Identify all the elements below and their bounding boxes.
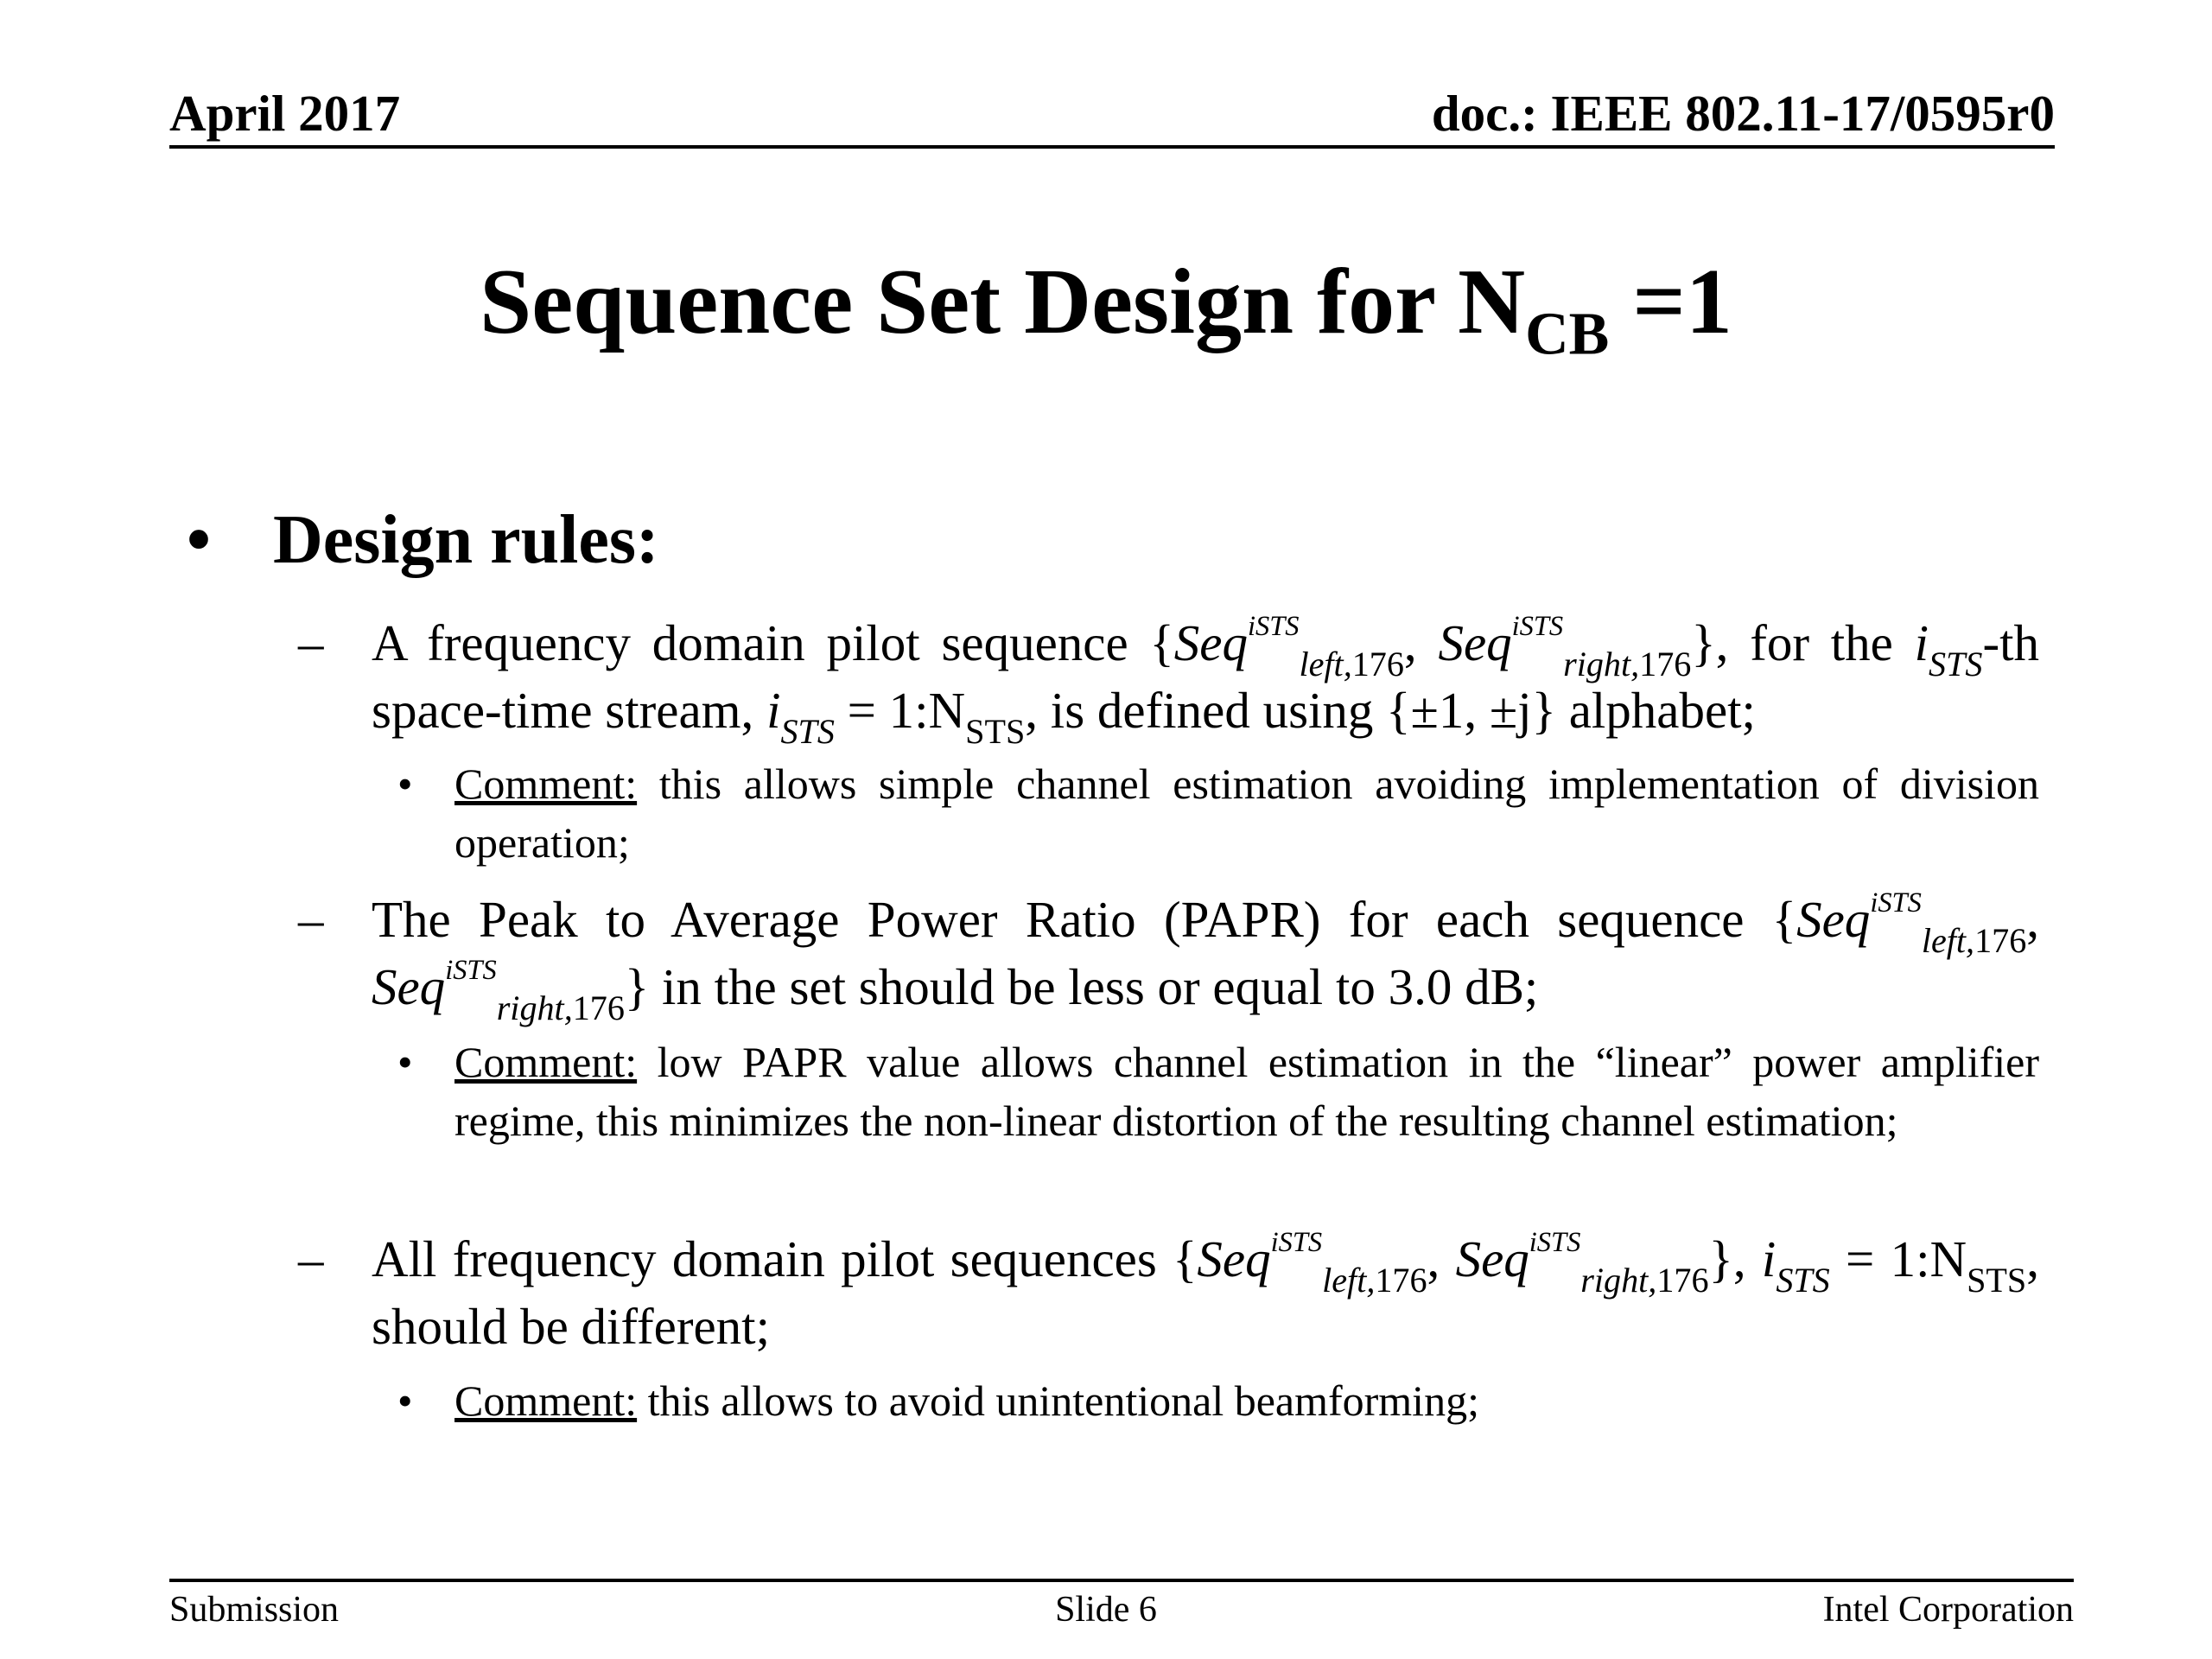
rule3-text-b: }, (1708, 1230, 1762, 1287)
dash-symbol: – (298, 614, 324, 671)
seq-right-subscript: right, (496, 988, 573, 1028)
seq-superscript: iSTS (1529, 1226, 1581, 1258)
bullet-heading: Design rules: (273, 502, 659, 578)
seq-separator: , (1403, 614, 1439, 671)
footer-slide-number: Slide 6 (1055, 1590, 1157, 1630)
comment-text-1 (454, 754, 2039, 872)
rule1-text-b: }, for the (1691, 614, 1915, 671)
seq-176-subscript: 176 (1639, 645, 1692, 684)
seq-superscript: iSTS (1511, 610, 1564, 642)
rule3-text-d: , should be different; (372, 1230, 2039, 1355)
rule3-text-a: All frequency domain pilot sequences { (372, 1230, 1198, 1287)
comment-bullet: • (397, 1038, 413, 1086)
rule2-text-b: } in the set should be less or equal to 3.0 dB; (624, 958, 1539, 1015)
rule-text-2 (372, 886, 2039, 1028)
seq-right-subscript: right, (1563, 645, 1640, 684)
rule3-text-c: = 1:N (1829, 1230, 1967, 1287)
seq-left-subscript: left, (1299, 645, 1352, 684)
footer-submission: Submission (169, 1590, 340, 1630)
seq-176-subscript: 176 (1974, 921, 2027, 961)
comment-bullet: • (397, 1376, 413, 1425)
title-main: Sequence Set Design for N (480, 251, 1526, 353)
i-symbol: i (766, 682, 781, 739)
bullet-symbol: • (187, 502, 212, 578)
seq-left-subscript: left, (1322, 1261, 1376, 1300)
i-symbol: i (1761, 1230, 1777, 1287)
rule1-text-a: A frequency domain pilot sequence { (372, 614, 1174, 671)
dash-symbol: – (298, 1230, 324, 1287)
dash-symbol: – (298, 891, 324, 948)
seq-symbol: Seq (1438, 614, 1512, 671)
rule-text-3 (372, 1225, 2039, 1360)
seq-176-subscript: 176 (1351, 645, 1404, 684)
seq-symbol: Seq (1173, 614, 1248, 671)
sts-subscript: STS (1929, 645, 1983, 684)
footer-company: Intel Corporation (1822, 1590, 2074, 1630)
seq-superscript: iSTS (1270, 1226, 1323, 1258)
footer-divider (169, 1579, 2074, 1582)
sts-subscript: STS (1776, 1261, 1830, 1300)
rule-text-1 (372, 609, 2039, 752)
seq-symbol: Seq (1455, 1230, 1529, 1287)
nsts-subscript: STS (1967, 1261, 2027, 1300)
seq-symbol: Seq (1197, 1230, 1271, 1287)
seq-separator: , (1427, 1230, 1456, 1287)
seq-symbol: Seq (1796, 891, 1871, 948)
title-tail: =1 (1609, 251, 1732, 353)
seq-superscript: iSTS (1870, 887, 1922, 918)
seq-right-subscript: right, (1580, 1261, 1657, 1300)
comment-body-2: low PAPR value allows channel estimation in the “linear” power amplifier regime, this minimizes the non-linear distortion of the resulting channel estimation; (454, 1038, 2039, 1145)
rule1-text-c: -th space-time stream, (372, 614, 2039, 739)
comment-label: Comment: (454, 1038, 638, 1086)
seq-superscript: iSTS (1247, 610, 1300, 642)
i-symbol: i (1914, 614, 1929, 671)
rule1-text-d: = 1:N (834, 682, 966, 739)
comment-label: Comment: (454, 760, 638, 808)
comment-text-2 (454, 1033, 2039, 1150)
comment-label: Comment: (454, 1376, 638, 1425)
seq-176-subscript: 176 (1375, 1261, 1427, 1300)
title-subscript: CB (1525, 301, 1610, 368)
seq-separator: , (2026, 891, 2039, 948)
seq-176-subscript: 176 (572, 988, 625, 1028)
sts-subscript: STS (780, 712, 835, 752)
slide-title (0, 246, 2212, 368)
header-date: April 2017 (169, 85, 401, 142)
comment-bullet: • (397, 760, 413, 808)
nsts-subscript: STS (965, 712, 1026, 752)
comment-text-3 (454, 1371, 2039, 1430)
rule2-text-a: The Peak to Average Power Ratio (PAPR) for each sequence { (372, 891, 1797, 948)
seq-superscript: iSTS (445, 954, 497, 986)
comment-body-3: this allows to avoid unintentional beamforming; (637, 1376, 1479, 1425)
seq-left-subscript: left, (1921, 921, 1975, 961)
seq-176-subscript: 176 (1656, 1261, 1709, 1300)
seq-symbol: Seq (372, 958, 446, 1015)
header-doc-id: doc.: IEEE 802.11-17/0595r0 (1431, 85, 2055, 142)
comment-body-1: this allows simple channel estimation avoiding implementation of division operation; (454, 760, 2039, 867)
header-divider (169, 145, 2055, 149)
rule1-text-e: , is defined using {±1, ±j} alphabet; (1025, 682, 1756, 739)
